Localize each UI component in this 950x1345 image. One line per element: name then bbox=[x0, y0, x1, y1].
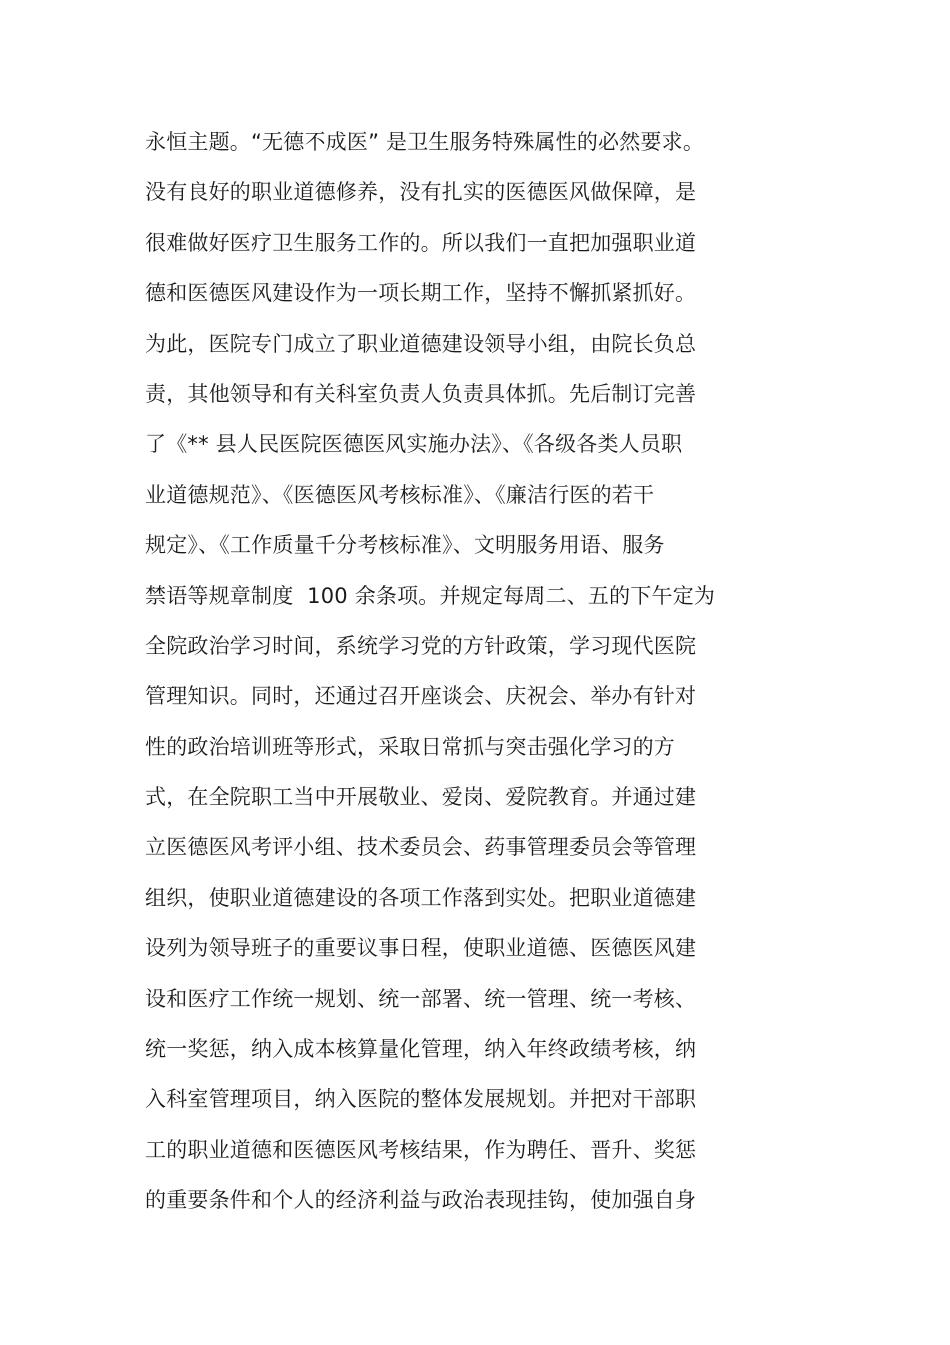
text-line: 的重要条件和个人的经济利益与政治表现挂钩，使加强自身 bbox=[145, 1188, 697, 1213]
text-line: 全院政治学习时间，系统学习党的方针政策，学习现代医院 bbox=[145, 633, 697, 658]
text-line: 规定》、《工作质量千分考核标准》、文明服务用语、服务 bbox=[145, 533, 665, 558]
text-line: 组织，使职业道德建设的各项工作落到实处。把职业道德建 bbox=[145, 885, 697, 910]
text-line: 性的政治培训班等形式，采取日常抓与突击强化学习的方 bbox=[145, 734, 675, 759]
text-line: 业道德规范》、《医德医风考核标准》、《廉洁行医的若干 bbox=[145, 482, 655, 507]
text-line: 了《** 县人民医院医德医风实施办法》、《各级各类人员职 bbox=[145, 432, 683, 457]
text-line: 为此，医院专门成立了职业道德建设领导小组，由院长负总 bbox=[145, 331, 697, 356]
text-line: 入科室管理项目，纳入医院的整体发展规划。并把对干部职 bbox=[145, 1087, 697, 1112]
text-line: 责，其他领导和有关科室负责人负责具体抓。先后制订完善 bbox=[145, 381, 697, 406]
text-line: 禁语等规章制度 100 余条项。并规定每周二、五的下午定为 bbox=[145, 583, 716, 608]
text-line: 式，在全院职工当中开展敬业、爱岗、爱院教育。并通过建 bbox=[145, 785, 697, 810]
text-line: 工的职业道德和医德医风考核结果，作为聘任、晋升、奖惩 bbox=[145, 1137, 697, 1162]
text-line: 德和医德医风建设作为一项长期工作，坚持不懈抓紧抓好。 bbox=[145, 281, 697, 306]
text-line: 统一奖惩，纳入成本核算量化管理，纳入年终政绩考核，纳 bbox=[145, 1037, 697, 1062]
text-line: 永恒主题。“无德不成医” 是卫生服务特殊属性的必然要求。 bbox=[145, 130, 705, 154]
text-line: 设列为领导班子的重要议事日程，使职业道德、医德医风建 bbox=[145, 936, 697, 961]
text-line: 立医德医风考评小组、技术委员会、药事管理委员会等管理 bbox=[145, 835, 697, 860]
text-line: 管理知识。同时，还通过召开座谈会、庆祝会、举办有针对 bbox=[145, 684, 697, 709]
text-line: 没有良好的职业道德修养，没有扎实的医德医风做保障，是 bbox=[145, 180, 697, 205]
text-line: 设和医疗工作统一规划、统一部署、统一管理、统一考核、 bbox=[145, 986, 697, 1011]
body-text bbox=[145, 122, 935, 1231]
text-line: 很难做好医疗卫生服务工作的。所以我们一直把加强职业道 bbox=[145, 230, 697, 255]
